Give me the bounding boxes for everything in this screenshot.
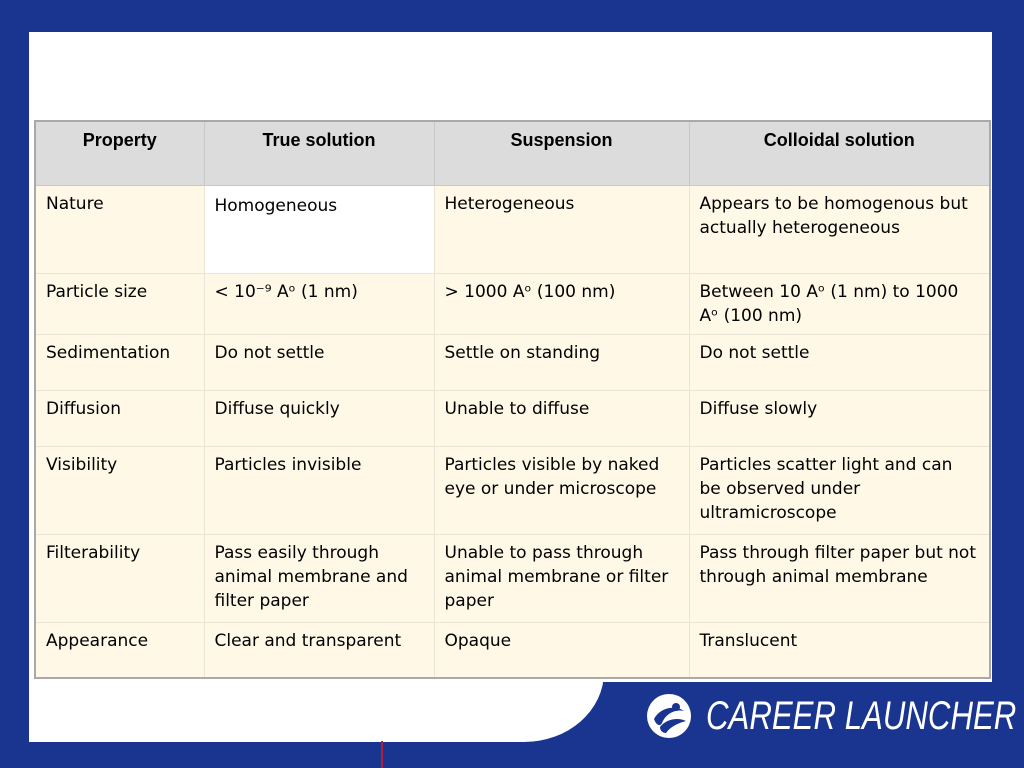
cell-true-solution: Diffuse quickly bbox=[204, 390, 434, 446]
cell-colloidal: Particles scatter light and can be observed under ultramicroscope bbox=[689, 446, 990, 534]
cell-colloidal: Pass through filter paper but not through animal membrane bbox=[689, 534, 990, 622]
header-true-solution: True solution bbox=[204, 121, 434, 185]
cell-true-solution: Pass easily through animal membrane and filter paper bbox=[204, 534, 434, 622]
career-launcher-logo-icon bbox=[646, 693, 692, 739]
table-row bbox=[35, 273, 990, 334]
cell-true-solution: Particles invisible bbox=[204, 446, 434, 534]
table-row bbox=[35, 534, 990, 622]
header-colloidal-solution: Colloidal solution bbox=[689, 121, 990, 185]
comparison-table-wrapper bbox=[34, 120, 989, 679]
cell-colloidal: Diffuse slowly bbox=[689, 390, 990, 446]
cell-property: Sedimentation bbox=[35, 334, 204, 390]
cell-suspension: Unable to diffuse bbox=[434, 390, 689, 446]
cell-suspension: Unable to pass through animal membrane or filter paper bbox=[434, 534, 689, 622]
cell-property: Filterability bbox=[35, 534, 204, 622]
career-launcher-logo bbox=[646, 692, 1024, 740]
header-row bbox=[35, 121, 990, 185]
red-tick bbox=[381, 741, 383, 768]
cell-property: Appearance bbox=[35, 622, 204, 678]
cell-colloidal: Translucent bbox=[689, 622, 990, 678]
table-row bbox=[35, 185, 990, 273]
comparison-table bbox=[34, 120, 991, 679]
table-row bbox=[35, 446, 990, 534]
cell-colloidal: Between 10 Aᵒ (1 nm) to 1000 Aᵒ (100 nm) bbox=[689, 273, 990, 334]
header-property: Property bbox=[35, 121, 204, 185]
cell-suspension: Heterogeneous bbox=[434, 185, 689, 273]
bottom-curve bbox=[29, 672, 604, 742]
table-row bbox=[35, 390, 990, 446]
cell-colloidal: Appears to be homogenous but actually heterogeneous bbox=[689, 185, 990, 273]
header-suspension: Suspension bbox=[434, 121, 689, 185]
cell-property: Visibility bbox=[35, 446, 204, 534]
cell-suspension: Particles visible by naked eye or under microscope bbox=[434, 446, 689, 534]
cell-true-solution: < 10⁻⁹ Aᵒ (1 nm) bbox=[204, 273, 434, 334]
cell-colloidal: Do not settle bbox=[689, 334, 990, 390]
cell-property: Diffusion bbox=[35, 390, 204, 446]
cell-true-solution: Clear and transparent bbox=[204, 622, 434, 678]
table-row bbox=[35, 334, 990, 390]
table-row bbox=[35, 622, 990, 678]
cell-property: Nature bbox=[35, 185, 204, 273]
cell-true-solution: Do not settle bbox=[204, 334, 434, 390]
cell-true-solution: Homogeneous bbox=[204, 185, 434, 273]
cell-suspension: Settle on standing bbox=[434, 334, 689, 390]
logo-text: CAREER LAUNCHER bbox=[706, 693, 1017, 738]
cell-suspension: Opaque bbox=[434, 622, 689, 678]
cell-property: Particle size bbox=[35, 273, 204, 334]
cell-suspension: > 1000 Aᵒ (100 nm) bbox=[434, 273, 689, 334]
